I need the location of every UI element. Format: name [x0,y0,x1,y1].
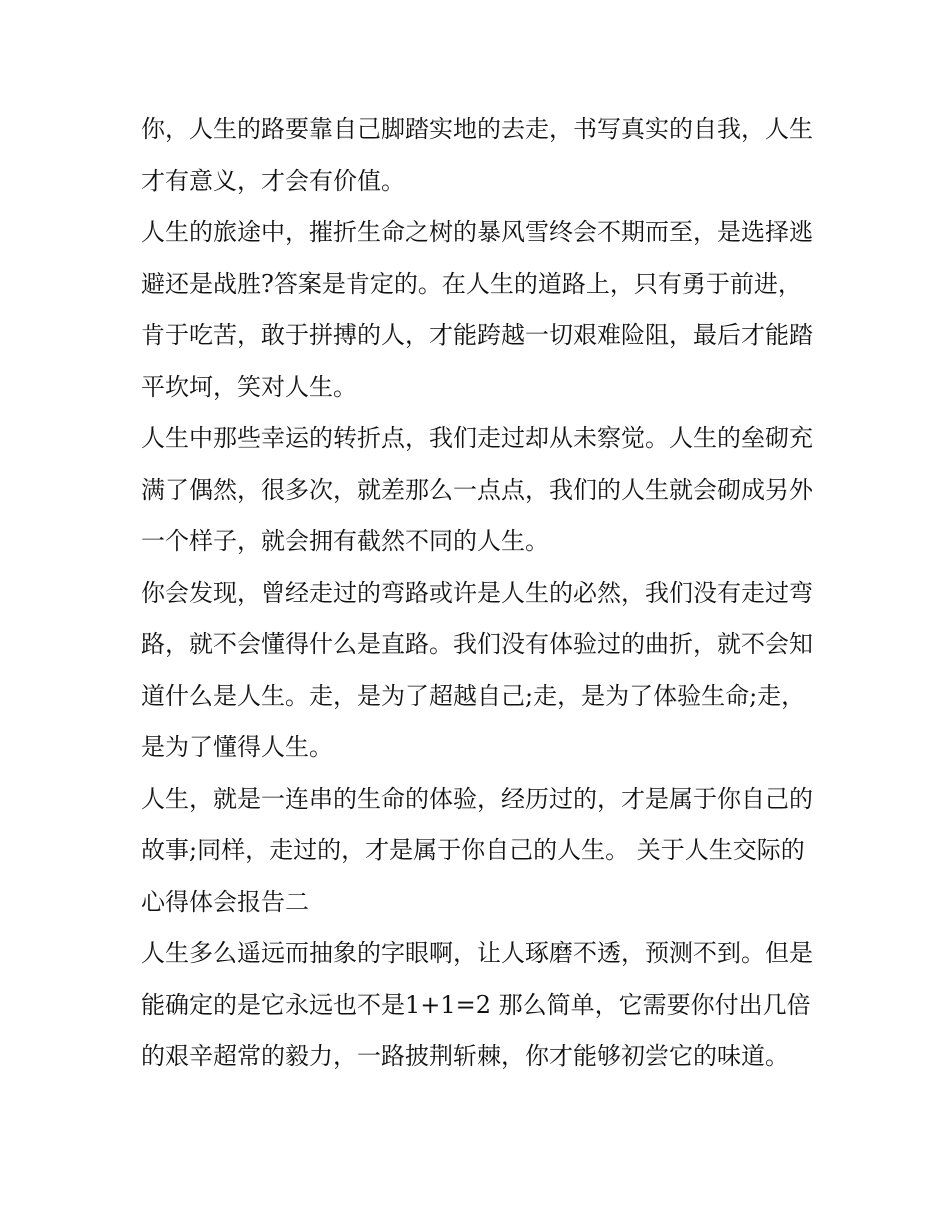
paragraph-3: 人生中那些幸运的转折点，我们走过却从未察觉。人生的垒砌充满了偶然，很多次，就差那么一点点，我们的人生就会砌成另外一个样子，就会拥有截然不同的人生。 [141,424,813,555]
paragraph-5: 人生，就是一连串的生命的体验，经历过的，才是属于你自己的故事;同样，走过的，才是属于你自己的人生。 关于人生交际的心得体会报告二 [141,784,813,916]
paragraph-1: 你，人生的路要靠自己脚踏实地的去走，书写真实的自我，人生才有意义，才会有价值。 [141,115,813,195]
document-body [141,104,817,1083]
paragraph-6: 人生多么遥远而抽象的字眼啊，让人琢磨不透，预测不到。但是能确定的是它永远也不是1+1=2 那么简单，它需要你付出几倍的艰辛超常的毅力，一路披荆斩棘，你才能够初尝它的味道。 [141,939,813,1070]
paragraph-4: 你会发现，曾经走过的弯路或许是人生的必然，我们没有走过弯路，就不会懂得什么是直路。我们没有体验过的曲折，就不会知道什么是人生。走，是为了超越自己;走，是为了体验生命;走，是为了懂得人生。 [141,578,813,761]
paragraph-2: 人生的旅途中，摧折生命之树的暴风雪终会不期而至，是选择逃避还是战胜?答案是肯定的。在人生的道路上，只有勇于前进，肯于吃苦，敢于拼搏的人，才能跨越一切艰难险阻，最后才能踏平坎坷，笑对人生。 [141,218,813,401]
